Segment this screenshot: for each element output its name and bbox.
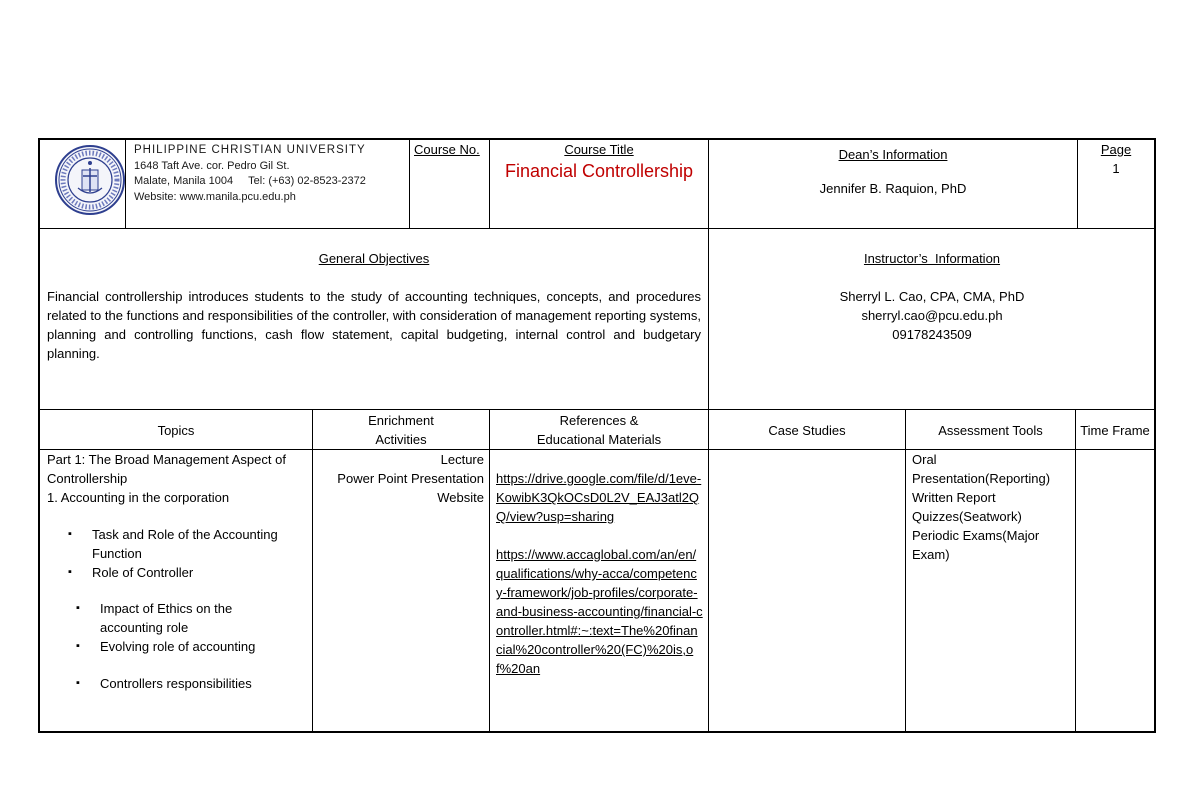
assessment-item: Quizzes(Seatwork) bbox=[912, 509, 1022, 524]
dean-info-cell bbox=[709, 145, 1077, 198]
course-title-cell bbox=[490, 140, 708, 181]
topic-bullet: ▪ Role of Controller bbox=[92, 563, 302, 582]
assessment-item: Written Report bbox=[912, 490, 996, 505]
instructor-name: Sherryl L. Cao, CPA, CMA, PhD bbox=[839, 289, 1025, 304]
instructor-label: Instructor’s Information bbox=[863, 251, 1001, 266]
page-label: Page bbox=[1100, 142, 1132, 157]
activities-list bbox=[313, 450, 484, 507]
objectives-label: General Objectives bbox=[318, 251, 430, 266]
university-seal-logo bbox=[54, 144, 126, 216]
col-divider-references bbox=[708, 409, 709, 733]
activity-item: Lecture bbox=[440, 452, 484, 467]
activity-item: Power Point Presentation bbox=[337, 471, 484, 486]
instructor-info-cell bbox=[709, 249, 1155, 344]
page-cell bbox=[1078, 140, 1154, 178]
topic-part: Part 1: The Broad Management Aspect of Controllership bbox=[47, 452, 286, 486]
header-case-studies: Case Studies bbox=[768, 423, 846, 438]
row-divider-header bbox=[38, 228, 1156, 229]
assessment-item: Oral Presentation(Reporting) bbox=[912, 452, 1051, 486]
col-divider-university bbox=[409, 138, 410, 229]
topic-bullet: ▪ Controllers responsibilities bbox=[100, 674, 300, 693]
header-time-frame: Time Frame bbox=[1080, 423, 1150, 438]
row-divider-objectives bbox=[38, 409, 1156, 410]
university-address-1: 1648 Taft Ave. cor. Pedro Gil St. bbox=[134, 159, 290, 172]
topic-item: 1. Accounting in the corporation bbox=[47, 490, 230, 505]
header-references bbox=[490, 411, 708, 449]
col-divider-case-studies bbox=[905, 409, 906, 733]
assessment-list bbox=[912, 450, 1072, 564]
university-info bbox=[134, 143, 366, 205]
course-no-label: Course No. bbox=[414, 142, 480, 157]
header-assessment: Assessment Tools bbox=[938, 423, 1043, 438]
header-enrichment-line2: Activities bbox=[375, 432, 427, 447]
reference-link[interactable]: https://www.accaglobal.com/an/en/qualifications/why-acca/competency-framework/job-profiles/corporate-and-business-accounting/financial-controller.html#:~:text=The%20financial%20controller%20(FC)%20is,of%20an bbox=[496, 547, 703, 676]
page-number: 1 bbox=[1112, 161, 1120, 176]
university-address-2: Malate, Manila 1004 Tel: (+63) 02-8523-2372 bbox=[134, 175, 366, 187]
instructor-email: sherryl.cao@pcu.edu.ph bbox=[861, 308, 1003, 323]
instructor-phone: 09178243509 bbox=[892, 327, 972, 342]
references-list bbox=[496, 469, 703, 678]
topic-bullet: ▪ Evolving role of accounting bbox=[100, 637, 300, 656]
col-divider-enrichment bbox=[489, 409, 490, 733]
header-topics: Topics bbox=[157, 423, 195, 438]
header-enrichment-line1: Enrichment bbox=[368, 413, 434, 428]
col-divider-assessment bbox=[1075, 409, 1076, 733]
activity-item: Website bbox=[437, 490, 484, 505]
course-title-label: Course Title bbox=[564, 142, 634, 157]
university-name: PHILIPPINE CHRISTIAN UNIVERSITY bbox=[134, 144, 366, 156]
header-references-line2: Educational Materials bbox=[536, 432, 662, 447]
header-references-line1: References & bbox=[559, 413, 639, 428]
reference-link[interactable]: https://drive.google.com/file/d/1eve-KowibK3QkOCsD0L2V_EAJ3atl2QQ/view?usp=sharing bbox=[496, 471, 702, 524]
topic-bullet: ▪ Impact of Ethics on the accounting role bbox=[100, 599, 260, 637]
topic-bullet: ▪ Task and Role of the Accounting Function bbox=[92, 525, 302, 563]
course-title: Financial Controllership bbox=[504, 161, 694, 181]
objectives-text: Financial controllership introduces students to the study of accounting techniques, concepts, and procedures related to the functions and responsibilities of the controller, with consideration of management reporting systems, planning and controlling functions, cash flow statement, capital budgeting, internal control and budgetary planning. bbox=[47, 289, 701, 361]
assessment-item: Periodic Exams(Major Exam) bbox=[912, 528, 1040, 562]
header-enrichment bbox=[313, 411, 489, 449]
dean-label: Dean’s Information bbox=[838, 147, 948, 162]
university-website: Website: www.manila.pcu.edu.ph bbox=[134, 190, 296, 203]
table-border-bottom bbox=[38, 731, 1156, 733]
dean-name: Jennifer B. Raquion, PhD bbox=[819, 181, 967, 196]
